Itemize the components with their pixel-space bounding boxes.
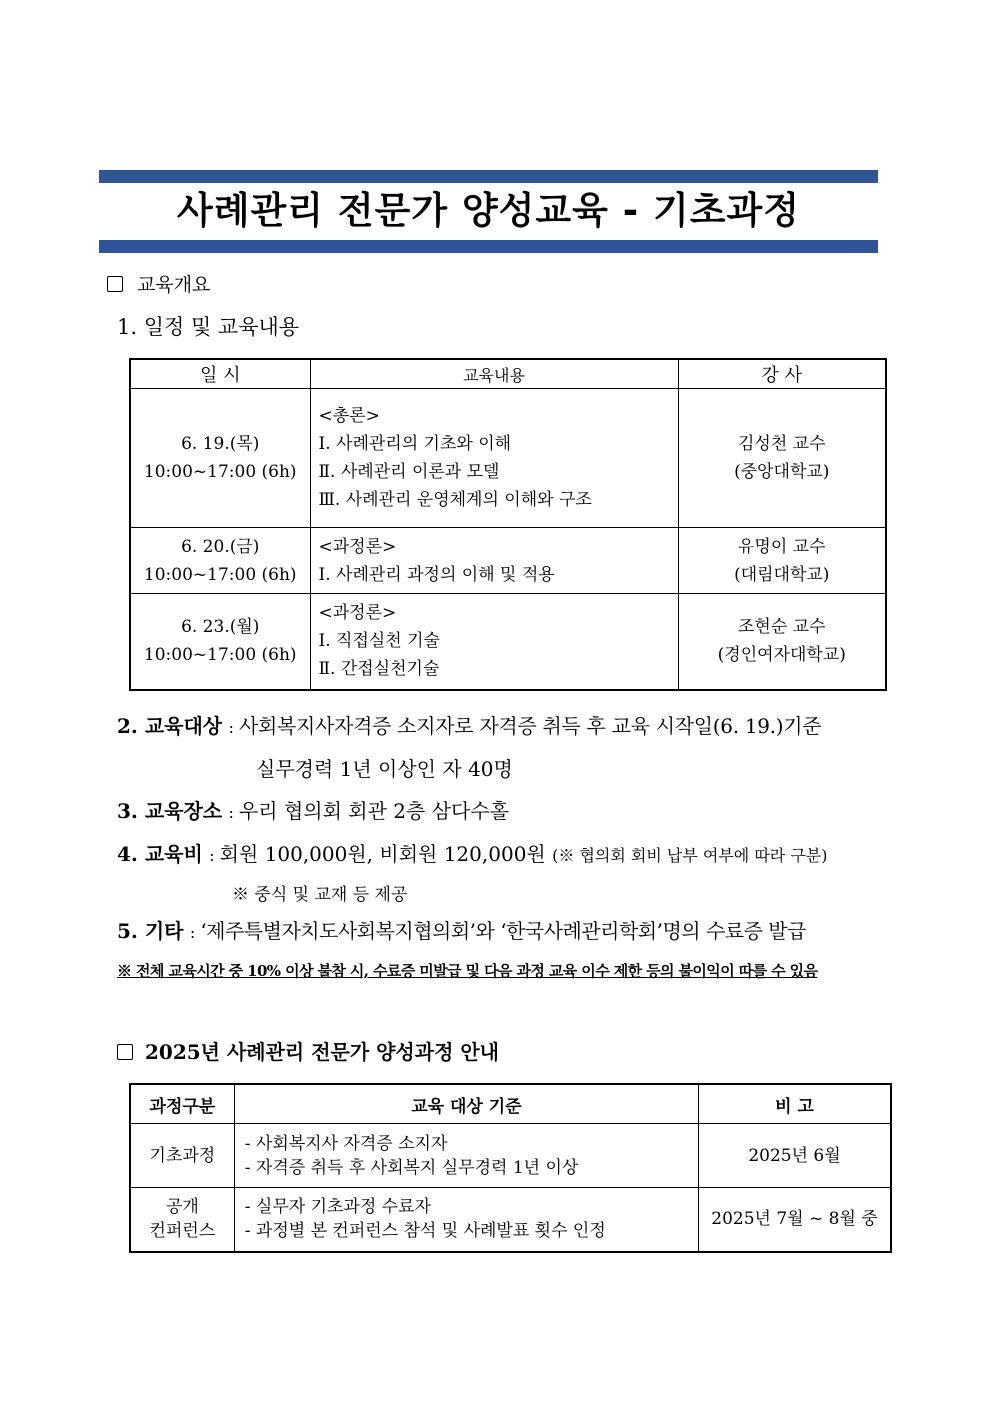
schedule-table [129, 358, 887, 691]
content-line: Ⅲ. 사례관리 운영체계의 이해와 구조 [318, 490, 592, 510]
course-name: 컨퍼런스 [149, 1221, 216, 1242]
table-row [130, 1188, 891, 1252]
schedule-content-cell [310, 389, 678, 528]
header-criteria: 교육 대상 기준 [234, 1084, 698, 1124]
header-course: 과정구분 [130, 1084, 234, 1124]
schedule-time: 10:00~17:00 (6h) [143, 462, 297, 482]
schedule-lecturer-cell [678, 594, 886, 690]
schedule-date: 6. 20.(금) [181, 536, 260, 557]
checkbox-square-icon [117, 1044, 133, 1060]
title-top-bar [99, 170, 878, 183]
item4-line: 4. 교육비 : 회원 100,000원, 비회원 120,000원 (※ 협의회 회비 납부 여부에 따라 구분) [117, 842, 828, 866]
item4-label: 4. 교육비 [117, 842, 203, 866]
checkbox-square-icon [107, 276, 123, 292]
item5-line: 5. 기타 : ‘제주특별자치도사회복지협의회’와 ‘한국사례관리학회’명의 수료증 발급 [117, 919, 806, 943]
course-name-cell [130, 1124, 234, 1188]
course-note-cell: 2025년 7월 ~ 8월 중 [698, 1188, 891, 1252]
course-criteria-cell [234, 1188, 698, 1252]
course-table-header [130, 1084, 891, 1124]
lecturer-name: 김성천 교수 [737, 434, 826, 454]
criteria-line: - 자격증 취득 후 사회복지 실무경력 1년 이상 [244, 1157, 579, 1178]
schedule-content-cell [310, 528, 678, 594]
section1-heading-text: 교육개요 [137, 274, 211, 296]
item4-text-continued: ※ 중식 및 교재 등 제공 [232, 885, 408, 905]
course-name-cell [130, 1188, 234, 1252]
schedule-datetime-cell [130, 528, 310, 594]
course-note-cell: 2025년 6월 [698, 1124, 891, 1188]
schedule-date: 6. 23.(월) [181, 617, 260, 638]
criteria-line: - 과정별 본 컨퍼런스 참석 및 사례발표 횟수 인정 [244, 1221, 606, 1242]
lecturer-affiliation: (대림대학교) [734, 564, 830, 585]
course-table [129, 1083, 892, 1253]
schedule-lecturer-cell [678, 528, 886, 594]
item3-text: 우리 협의회 회관 2층 삼다수홀 [238, 799, 509, 823]
item5-text: ‘제주특별자치도사회복지협의회’와 ‘한국사례관리학회’명의 수료증 발급 [200, 919, 806, 943]
content-line: Ⅰ. 사례관리 과정의 이해 및 적용 [318, 564, 555, 585]
item2-label: 2. 교육대상 [117, 714, 223, 738]
section1-heading [107, 270, 210, 297]
schedule-datetime-cell [130, 389, 310, 528]
lecturer-affiliation: (경인여자대학교) [717, 645, 846, 666]
content-line: Ⅱ. 사례관리 이론과 모델 [318, 462, 500, 482]
section2-heading-text: 2025년 사례관리 전문가 양성과정 안내 [145, 1040, 499, 1064]
schedule-lecturer-cell [678, 389, 886, 528]
schedule-table-header [130, 359, 886, 389]
content-line: Ⅱ. 간접실천기술 [318, 659, 440, 680]
item3-label: 3. 교육장소 [117, 799, 223, 823]
course-criteria-cell [234, 1124, 698, 1188]
item2-text-continued: 실무경력 1년 이상인 자 40명 [256, 757, 513, 781]
item2-line: 2. 교육대상 : 사회복지사자격증 소지자로 자격증 취득 후 교육 시작일(6. 19.)기준 [117, 714, 822, 738]
criteria-line: - 사회복지사 자격증 소지자 [244, 1133, 448, 1154]
content-line: Ⅰ. 사례관리의 기초와 이해 [318, 434, 512, 454]
course-name: 공개 [165, 1197, 199, 1218]
section2-heading [117, 1036, 499, 1065]
table-row [130, 528, 886, 594]
schedule-content-cell [310, 594, 678, 690]
schedule-date: 6. 19.(목) [181, 434, 260, 454]
attendance-notice: ※ 전체 교육시간 중 10% 이상 불참 시, 수료증 미발급 및 다음 과정 교육 이수 제한 등의 불이익이 따를 수 있음 [117, 962, 818, 980]
table-row [130, 1124, 891, 1188]
lecturer-affiliation: (중앙대학교) [734, 462, 830, 482]
header-lecturer: 강 사 [678, 359, 886, 389]
schedule-time: 10:00~17:00 (6h) [143, 645, 297, 666]
item1-heading: 1. 일정 및 교육내용 [117, 315, 300, 339]
lecturer-name: 조현순 교수 [737, 617, 826, 638]
criteria-line: - 실무자 기초과정 수료자 [244, 1197, 431, 1218]
lecturer-name: 유명이 교수 [737, 536, 826, 557]
content-line: <과정론> [318, 603, 397, 624]
content-line: <총론> [318, 406, 380, 426]
item4-text: 회원 100,000원, 비회원 120,000원 [219, 842, 546, 866]
header-content: 교육내용 [310, 359, 678, 389]
course-name: 기초과정 [149, 1145, 216, 1166]
schedule-time: 10:00~17:00 (6h) [143, 564, 297, 585]
schedule-datetime-cell [130, 594, 310, 690]
title-bottom-bar [99, 240, 878, 253]
item2-text: 사회복지사자격증 소지자로 자격증 취득 후 교육 시작일(6. 19.)기준 [238, 714, 822, 738]
item4-note: (※ 협의회 회비 납부 여부에 따라 구분) [552, 846, 828, 865]
table-row [130, 389, 886, 528]
item5-label: 5. 기타 [117, 919, 184, 943]
content-line: <과정론> [318, 536, 397, 557]
page-title: 사례관리 전문가 양성교육 - 기초과정 [176, 189, 800, 232]
item3-line: 3. 교육장소 : 우리 협의회 회관 2층 삼다수홀 [117, 799, 509, 823]
table-row [130, 594, 886, 690]
header-note: 비 고 [698, 1084, 891, 1124]
header-datetime: 일 시 [130, 359, 310, 389]
content-line: Ⅰ. 직접실천 기술 [318, 631, 440, 652]
